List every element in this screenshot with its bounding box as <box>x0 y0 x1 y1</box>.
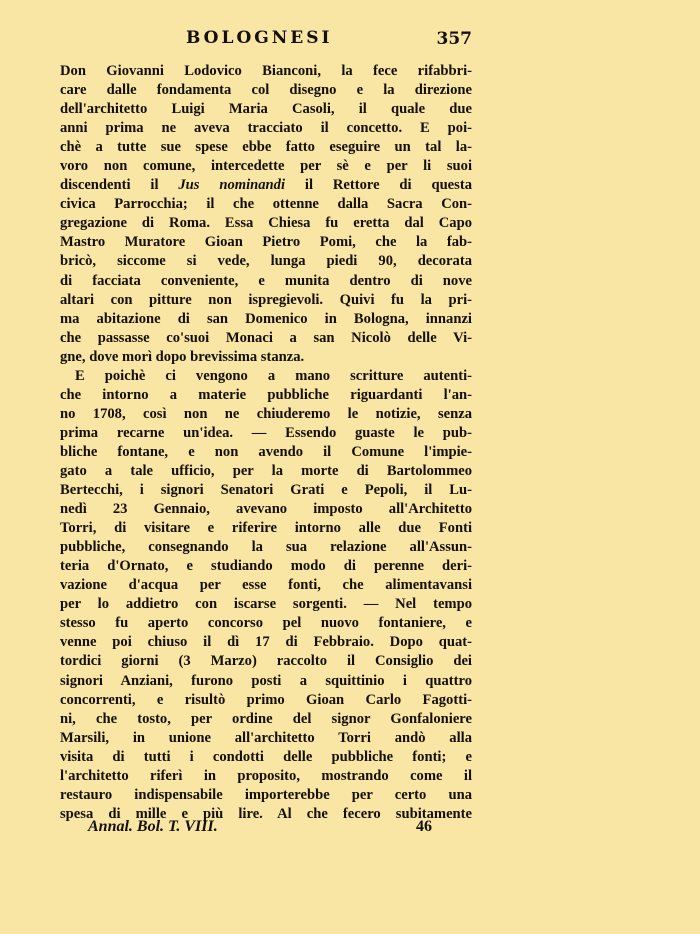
text-line: di facciata conveniente, e munita dentro di nove <box>60 272 472 289</box>
text-line: gregazione di Roma. Essa Chiesa fu eretta dal Capo <box>60 215 472 232</box>
text-line: nedì 23 Gennaio, avevano imposto all'Architetto <box>60 501 472 518</box>
text-line: anni prima ne aveva tracciato il concetto. E poi- <box>60 120 472 137</box>
text-line: per lo addietro con iscarse sorgenti. — Nel tempo <box>60 596 472 613</box>
text-line: Torri, di visitare e riferire intorno alle due Fonti <box>60 520 472 537</box>
text-line: civica Parrocchia; il che ottenne dalla Sacra Con- <box>60 196 472 213</box>
text-line: dell'architetto Luigi Maria Casoli, il quale due <box>60 101 472 118</box>
text-line: Don Giovanni Lodovico Bianconi, la fece rifabbri- <box>60 63 472 79</box>
text-line-with-italic <box>60 176 472 195</box>
running-head: BOLOGNESI <box>186 28 333 48</box>
text-line: prima recarne un'idea. — Essendo guaste le pub- <box>60 424 472 441</box>
signature-number: 46 <box>416 818 432 835</box>
page-footer <box>60 818 472 840</box>
text-line: no 1708, così non ne chiuderemo le notizie, senza <box>60 405 472 422</box>
text-line: gato a tale ufficio, per la morte di Bartolommeo <box>60 462 472 479</box>
text-line-paragraph-start: E poichè ci vengono a mano scritture autenti- <box>75 367 472 384</box>
text-line: l'architetto riferì in proposito, mostrando come il <box>60 767 472 784</box>
text-line: care dalle fondamenta col disegno e la direzione <box>60 82 472 99</box>
text-line: Marsili, in unione all'architetto Torri andò alla <box>60 729 472 746</box>
text-line: ni, che tosto, per ordine del signor Gonfaloniere <box>60 710 472 727</box>
text-line: altari con pitture non ispregievoli. Quivi fu la pri- <box>60 291 472 308</box>
text-line: tordici giorni (3 Marzo) raccolto il Consiglio dei <box>60 653 472 670</box>
text-line: visita di tutti i condotti delle pubbliche fonti; e <box>60 748 472 765</box>
text-line: voro non comune, intercedette per sè e per li suoi <box>60 158 472 175</box>
text-line: Bertecchi, i signori Senatori Grati e Pepoli, il Lu- <box>60 482 472 499</box>
text-line: stesso fu aperto concorso pel nuovo fontaniere, e <box>60 615 472 632</box>
page-number: 357 <box>436 29 472 49</box>
text-line-paragraph-end: gne, dove morì dopo brevissima stanza. <box>60 348 305 365</box>
text-line: che intorno a materie pubbliche riguardanti l'an- <box>60 386 472 403</box>
signature-mark: Annal. Bol. T. VIII. <box>88 818 218 835</box>
text-line: vazione d'acqua per esse fonti, che alimentavansi <box>60 577 472 594</box>
text-line: pubbliche, consegnando la sua relazione all'Assun- <box>60 539 472 556</box>
text-line: restauro indispensabile importerebbe per certo una <box>60 786 472 803</box>
text-line: concorrenti, e risultò primo Gioan Carlo Fagotti- <box>60 691 472 708</box>
text-line: bliche fontane, e non avendo il Comune l'impie- <box>60 443 472 460</box>
page-header <box>60 28 472 52</box>
text-line: ma abitazione di san Domenico in Bologna, innanzi <box>60 310 472 327</box>
italic-phrase: Jus nominandi <box>178 177 286 194</box>
text-line: bricò, siccome si vede, lunga piedi 90, decorata <box>60 253 472 270</box>
text-line: Mastro Muratore Gioan Pietro Pomi, che la fab- <box>60 234 472 251</box>
text-line: che passasse co'suoi Monaci a san Nicolò delle Vi- <box>60 329 472 346</box>
text-line: venne poi chiuso il dì 17 di Febbraio. Dopo quat- <box>60 634 472 651</box>
text-line: chè a tutte sue spese ebbe fatto eseguire un tal la- <box>60 139 472 156</box>
text-line: spesa di mille e più lire. Al che fecero subitamente <box>60 805 472 822</box>
italic-phrase-line: discendenti il Jus nominandi il Rettore di questa <box>60 177 472 194</box>
text-line: teria d'Ornato, e studiando modo di perenne deri- <box>60 558 472 575</box>
body-text <box>60 62 472 824</box>
text-line: signori Anziani, furono posti a squittinio i quattro <box>60 672 472 689</box>
